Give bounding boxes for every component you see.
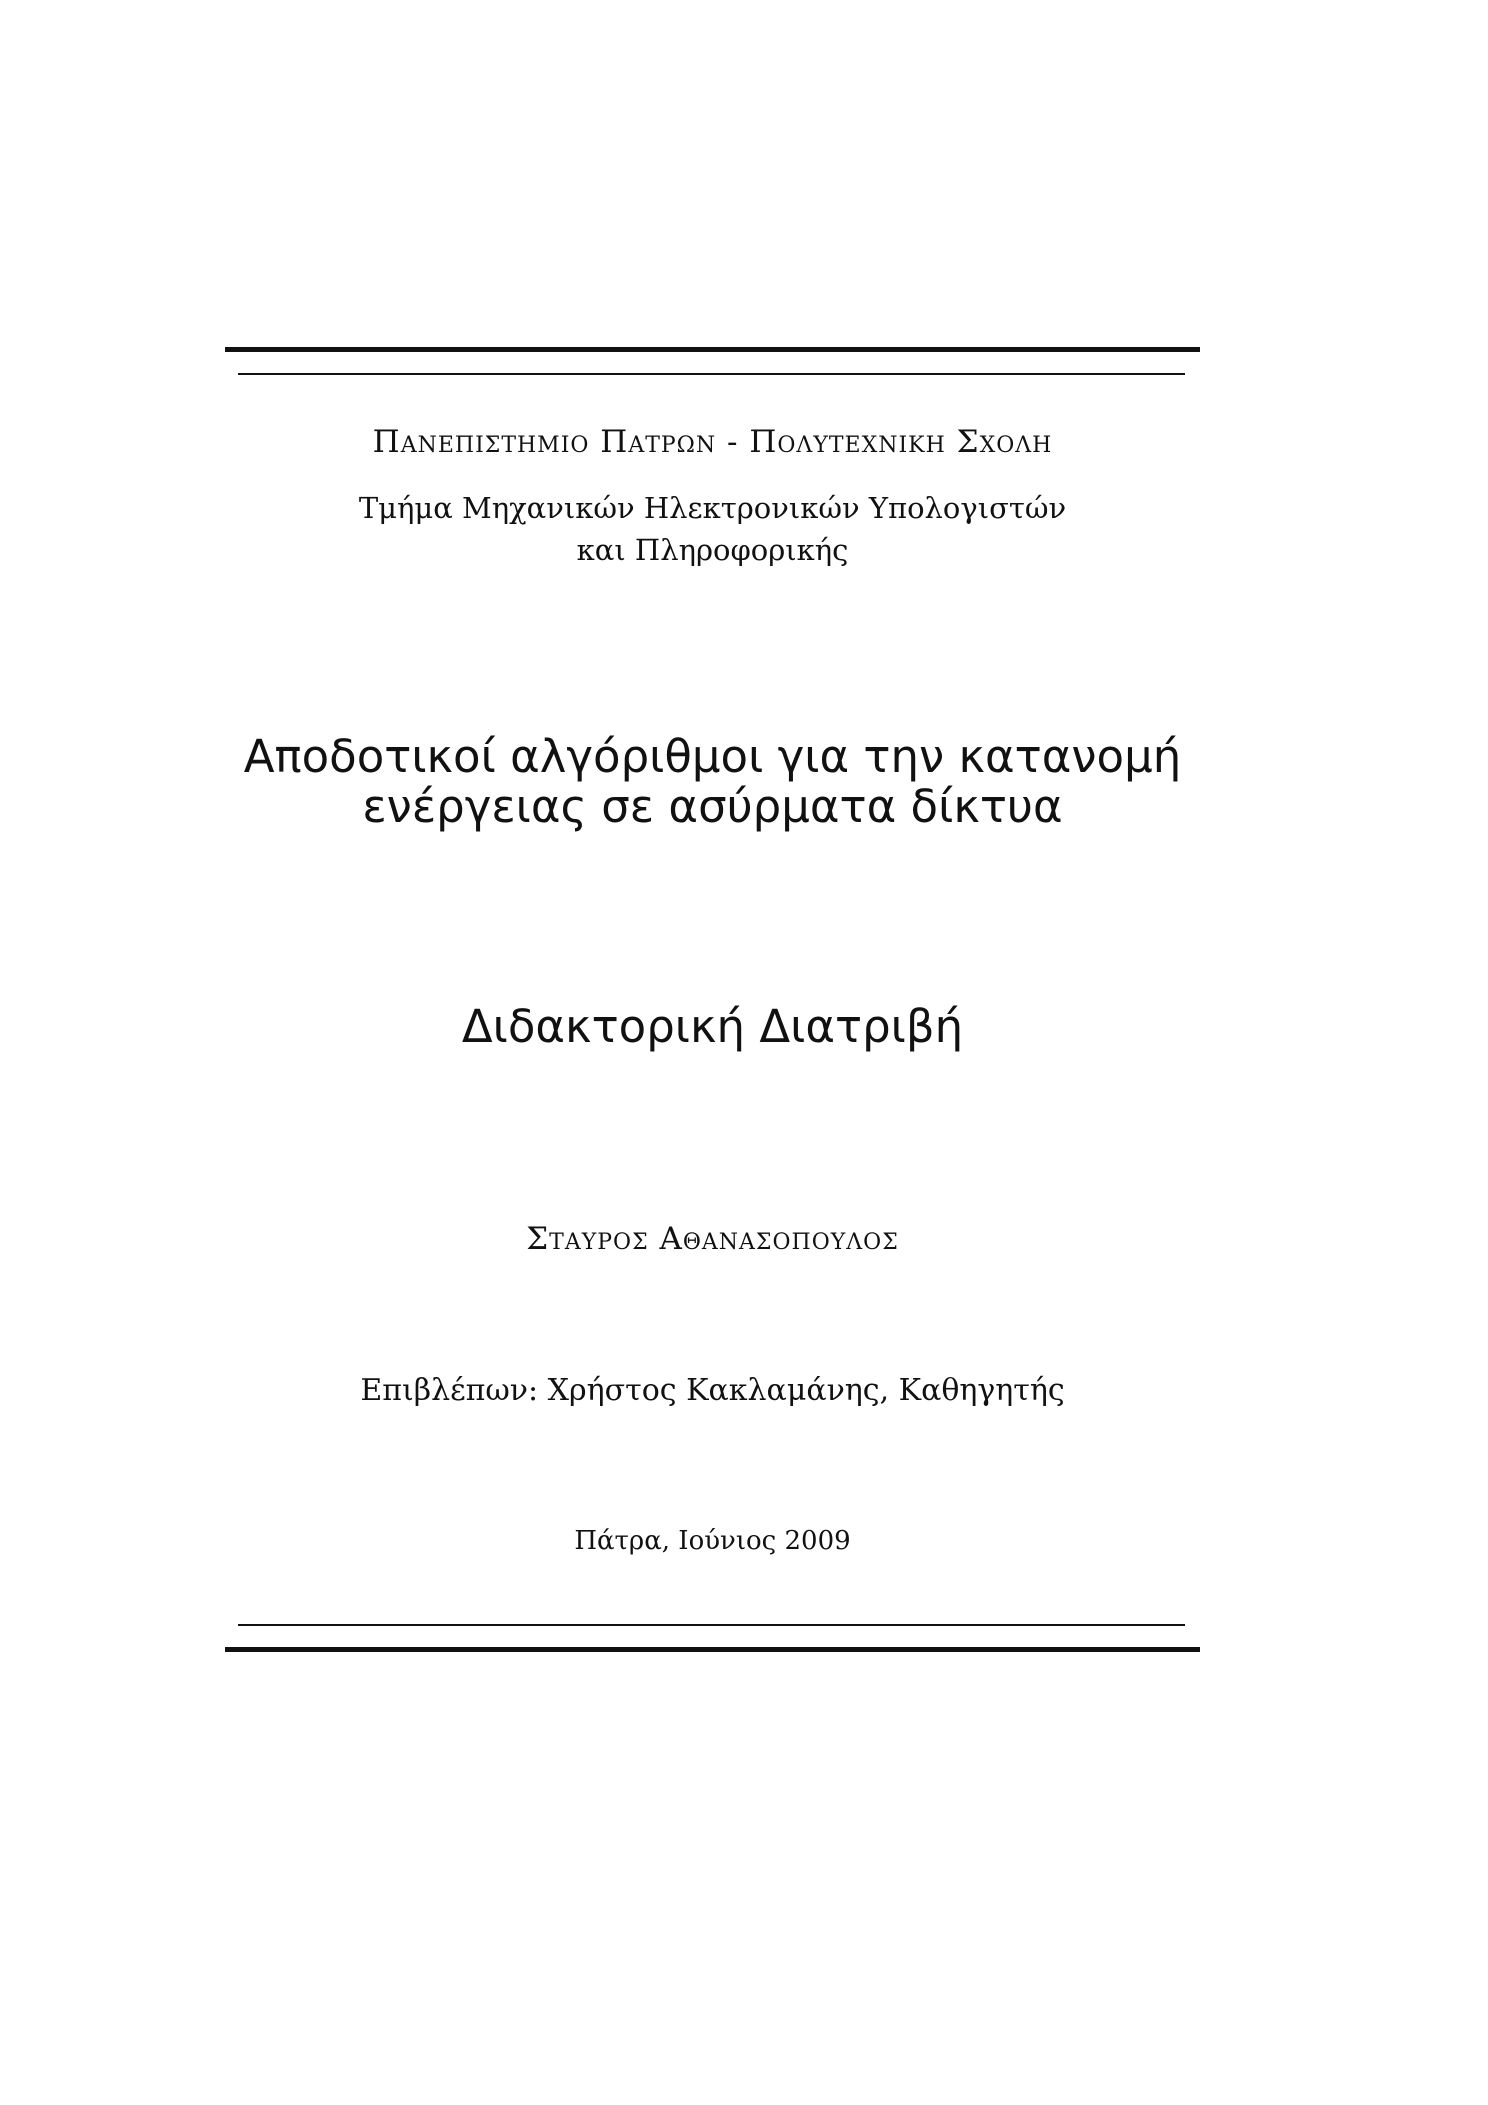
bottom-thin-rule (238, 1624, 1185, 1626)
thesis-title (225, 732, 1200, 832)
thesis-title-line-1: Αποδοτικοί αλγόριθμοι για την κατανομή (243, 730, 1182, 783)
department-name (225, 487, 1200, 571)
thesis-title-line-2: ενέργειας σε ασύρματα δίκτυα (362, 780, 1063, 833)
university-heading: Πανεπιστημιο Πατρων - Πολυτεχνικη Σχολη (372, 424, 1053, 460)
top-thin-rule (238, 373, 1185, 375)
supervisor-line: Επιβλέπων: Χρήστος Κακλαμάνης, Καθηγητής (360, 1373, 1065, 1408)
department-line-1: Τμήμα Μηχανικών Ηλεκτρονικών Υπολογιστών (358, 491, 1067, 525)
top-thick-rule (225, 347, 1200, 352)
author-name: Σταυρος Αθανασοπουλος (526, 1221, 899, 1257)
place-date: Πάτρα, Ιούνιος 2009 (574, 1526, 851, 1556)
department-line-2: και Πληροφορικής (576, 533, 849, 567)
thesis-type: Διδακτορική Διατριβή (461, 1000, 964, 1053)
bottom-thick-rule (225, 1647, 1200, 1652)
